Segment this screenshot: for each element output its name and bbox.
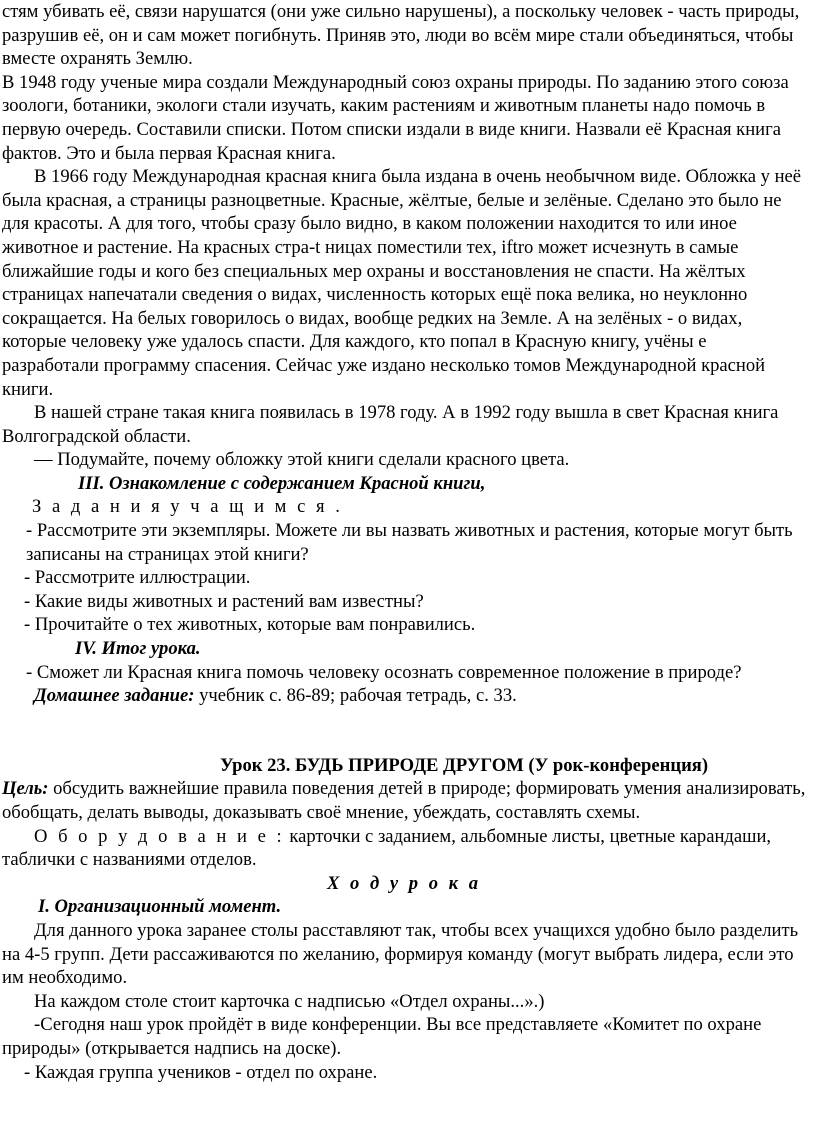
list-item-text: - Рассмотрите эти экземпляры. Можете ли вы назвать животных и растения, которые могут быть записаны на страницах этой книги?	[26, 520, 793, 565]
paragraph-intro: стям убивать её, связи нарушатся (они уже сильно нарушены), а поскольку человек - часть природы, разрушив её, он и сам может погибнуть. Приняв это, люди во всём мире стали объединяться, чтобы вместе охранять Землю.	[2, 1, 800, 70]
goal	[2, 777, 806, 824]
paragraph-card: На каждом столе стоит карточка с надписью «Отдел охраны...».)	[34, 990, 545, 1012]
list-item: - Сможет ли Красная книга помочь человеку осознать современное положение в природе?	[26, 661, 742, 683]
paragraph-1978: В нашей стране такая книга появилась в 1978 году. А в 1992 году вышла в свет Красная книга Волгоградской области.	[2, 402, 779, 447]
list-item: - Рассмотрите иллюстрации.	[24, 567, 251, 589]
equipment	[2, 825, 806, 872]
heading-section-3: III. Ознакомление с содержанием Красной книги,	[78, 472, 486, 494]
lesson-title: Урок 23. БУДЬ ПРИРОДЕ ДРУГОМ (У рок-конференция)	[220, 754, 709, 776]
paragraph-1948: В 1948 году ученые мира создали Международный союз охраны природы. По заданию этого союза зоологи, ботаники, экологи стали изучать, каким растениям и животным планеты надо помочь в первую очередь. Составили списки. Потом списки издали в виде книги. Назвали её Красная книга фактов. Это и была первая Красная книга.	[2, 71, 789, 164]
homework-text: учебник с. 86-89; рабочая тетрадь, с. 33.	[194, 685, 517, 707]
paragraph-conference: -Сегодня наш урок пройдёт в виде конференции. Вы все представляете «Комитет по охране природы» (открывается надпись на доске).	[2, 1014, 762, 1059]
heading-section-1: I. Организационный момент.	[38, 896, 282, 918]
paragraph-question: — Подумайте, почему обложку этой книги сделали красного цвета.	[34, 449, 570, 471]
list-item	[2, 519, 806, 566]
list-item: - Прочитайте о тех животных, которые вам понравились.	[24, 614, 476, 636]
homework-label: Домашнее задание:	[34, 685, 195, 707]
lesson-course-heading: Х о д у р о к а	[326, 872, 482, 894]
tasks-label: З а д а н и я у ч а щ и м с я .	[32, 496, 343, 518]
paragraph-setup: Для данного урока заранее столы расставляют так, чтобы всех учащихся удобно было разделить на 4-5 групп. Дети рассаживаются по желанию, формируя команду (могут выбрать лидера, если это им необходимо.	[2, 919, 799, 989]
homework	[2, 684, 806, 708]
list-item: - Какие виды животных и растений вам известны?	[24, 590, 424, 612]
paragraph-1966: В 1966 году Международная красная книга была издана в очень необычном виде. Обложка у неё была красная, а страницы разноцветные. Красные, жёлтые, белые и зелёные. Сделано это было не для красоты. А для того, чтобы сразу было видно, в каком положении находится то или иное животное и растение. На красных стра-t ницах поместили тех, iftro может исчезнуть в самые ближайшие годы и кого без специальных мер охраны и восстановления не спасти. На жёлтых страницах напечатали сведения о видах, численность которых ещё пока велика, но неуклонно сокращается. На белых говорилось о видах, вообще редких на Земле. А на зелёных - о видах, которые человеку уже удалось спасти. Для каждого, кто попал в Красную книгу, учёны е разработали программу спасения. Сейчас уже издано несколько томов Международной красной книги.	[2, 166, 802, 400]
heading-section-4: IV. Итог урока.	[75, 638, 201, 660]
goal-text: обсудить важнейшие правила поведения детей в природе; формировать умения анализировать, обобщать, делать выводы, доказывать своё мнение, убеждать, составлять схемы.	[2, 778, 806, 823]
equipment-text: карточки с заданием, альбомные листы, цветные карандаши, таблички с названиями отделов.	[2, 825, 772, 871]
goal-label: Цель:	[2, 778, 49, 800]
equipment-label: О б о р у д о в а н и е :	[34, 825, 285, 847]
list-item: - Каждая группа учеников - отдел по охране.	[24, 1061, 378, 1083]
